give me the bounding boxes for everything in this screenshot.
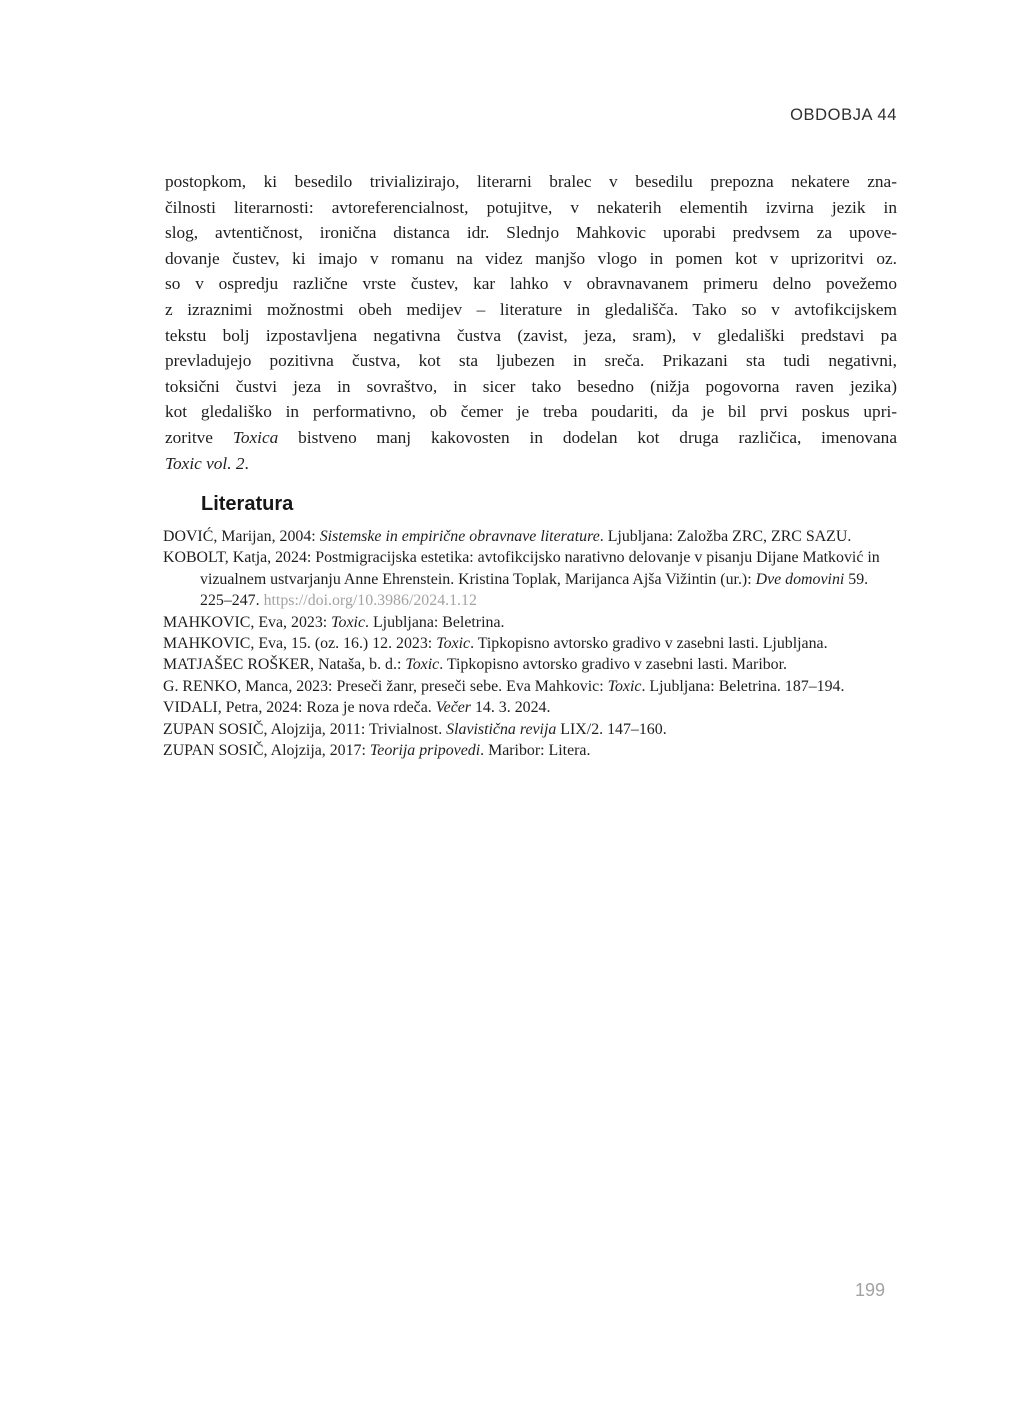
bibliography-entry [163,740,900,761]
text-run: z izraznimi možnostmi obeh medijev – literature in gledališča. Tako so v avtofikcijskem [165,299,897,319]
text-run: LIX/2. 147–160. [556,720,667,738]
text-run: DOVIĆ, Marijan, 2004: [163,528,320,545]
text-run: 14. 3. 2024. [471,699,551,717]
text-run: ZUPAN SOSIČ, Alojzija, 2017: [163,742,370,760]
paragraph-line [165,220,897,246]
italic-text-run: Sistemske in empirične obravnave literature [319,528,600,545]
paragraph-line [165,425,897,451]
paragraph-line [165,451,897,477]
italic-text-run: Dve domovini [755,570,845,588]
italic-text-run: Večer [435,699,471,717]
text-run: . [244,453,249,473]
bibliography-entry [163,633,900,654]
paragraph-line [165,374,897,400]
text-run: . Maribor: Litera. [480,742,591,760]
bibliography-entry [163,719,900,740]
text-run: . Ljubljana: Beletrina. 187–194. [641,677,845,695]
italic-text-run: Teorija pripovedi [369,742,481,760]
text-run: čilnosti literarnosti: avtoreferencialnost, potujitve, v nekaterih elementih izvirna jezik in [165,197,897,217]
text-run: prevladujejo pozitivna čustva, kot sta ljubezen in sreča. Prikazani sta tudi negativni, [165,351,897,371]
paragraph-line [165,399,897,425]
text-run: . Tipkopisno avtorsko gradivo v zasebni lasti. Ljubljana. [470,635,828,653]
running-header: OBDOBJA 44 [790,106,897,124]
text-run: . Ljubljana: Založba ZRC, ZRC SAZU. [599,528,852,545]
text-run: dovanje čustev, ki imajo v romanu na videz manjšo vlogo in pomen kot v uprizoritvi oz. [165,248,897,268]
text-run: MATJAŠEC ROŠKER, Nataša, b. d.: [163,656,406,674]
page-number: 199 [855,1280,886,1300]
text-run: so v ospredju različne vrste čustev, kar lahko v obravnavanem primeru delno povežemo [165,274,897,294]
bibliography-entry [163,654,900,675]
italic-text-run: Toxica [232,427,279,447]
italic-text-run: Toxic [331,613,366,631]
paragraph-line [165,323,897,349]
paragraph-line [165,246,897,272]
paragraph-line [165,348,897,374]
text-run: ZUPAN SOSIČ, Alojzija, 2011: Trivialnost. [163,720,447,738]
text-run: slog, avtentičnost, ironična distanca idr. Slednjo Mahkovic uporabi predvsem za upove- [165,223,897,243]
text-run: kot gledališko in performativno, ob čemer je treba poudariti, da je bil prvi poskus upri- [165,402,897,422]
bibliography-entry [163,676,900,697]
text-run: zoritve [165,427,233,447]
bibliography-entry [163,526,900,547]
text-run: . Tipkopisno avtorsko gradivo v zasebni lasti. Maribor. [439,656,788,674]
italic-text-run: Slavistična revija [446,720,557,738]
literature-heading: Literatura [201,493,294,515]
paragraph-line [165,271,897,297]
italic-text-run: Toxic vol. 2 [165,453,245,473]
text-run: G. RENKO, Manca, 2023: Preseči žanr, preseči sebe. Eva Mahkovic: [163,677,608,695]
bibliography-entry [163,612,900,633]
text-run: toksični čustvi jeza in sovraštvo, in sicer tako besedno (nižja pogovorna raven jezika) [165,376,897,396]
bibliography-entry [163,697,900,718]
paragraph-line [165,297,897,323]
italic-text-run: Toxic [405,656,440,674]
text-run: postopkom, ki besedilo trivializirajo, literarni bralec v besedilu prepozna nekatere zna- [165,172,897,191]
text-run: KOBOLT, Katja, 2024: Postmigracijska estetika: avtofikcijsko narativno delovanje v pisanju Dijane Matković in vizualnem ustvarjanju Anne Ehrenstein. Kristina Toplak, Marijanca Ajša Vižintin (ur.): [163,549,880,588]
text-run: tekstu bolj izpostavljena negativna čustva (zavist, jeza, sram), v gledališki predstavi pa [165,325,897,345]
paragraph-line [165,195,897,221]
doi-link[interactable]: https://doi.org/10.3986/2024.1.12 [263,592,477,610]
text-run: MAHKOVIC, Eva, 2023: [163,613,332,631]
italic-text-run: Toxic [607,677,642,695]
body-paragraph [165,169,897,476]
text-run: 59. 225–247. [200,570,869,610]
bibliography-entry [163,547,900,611]
bibliography [163,526,900,761]
paragraph-line [165,169,897,195]
text-run: MAHKOVIC, Eva, 15. (oz. 16.) 12. 2023: [163,635,437,653]
text-run: . Ljubljana: Beletrina. [365,613,505,631]
text-run: VIDALI, Petra, 2024: Roza je nova rdeča. [163,699,436,717]
italic-text-run: Toxic [436,635,471,653]
text-run: bistveno manj kakovosten in dodelan kot druga različica, imenovana [278,427,897,447]
